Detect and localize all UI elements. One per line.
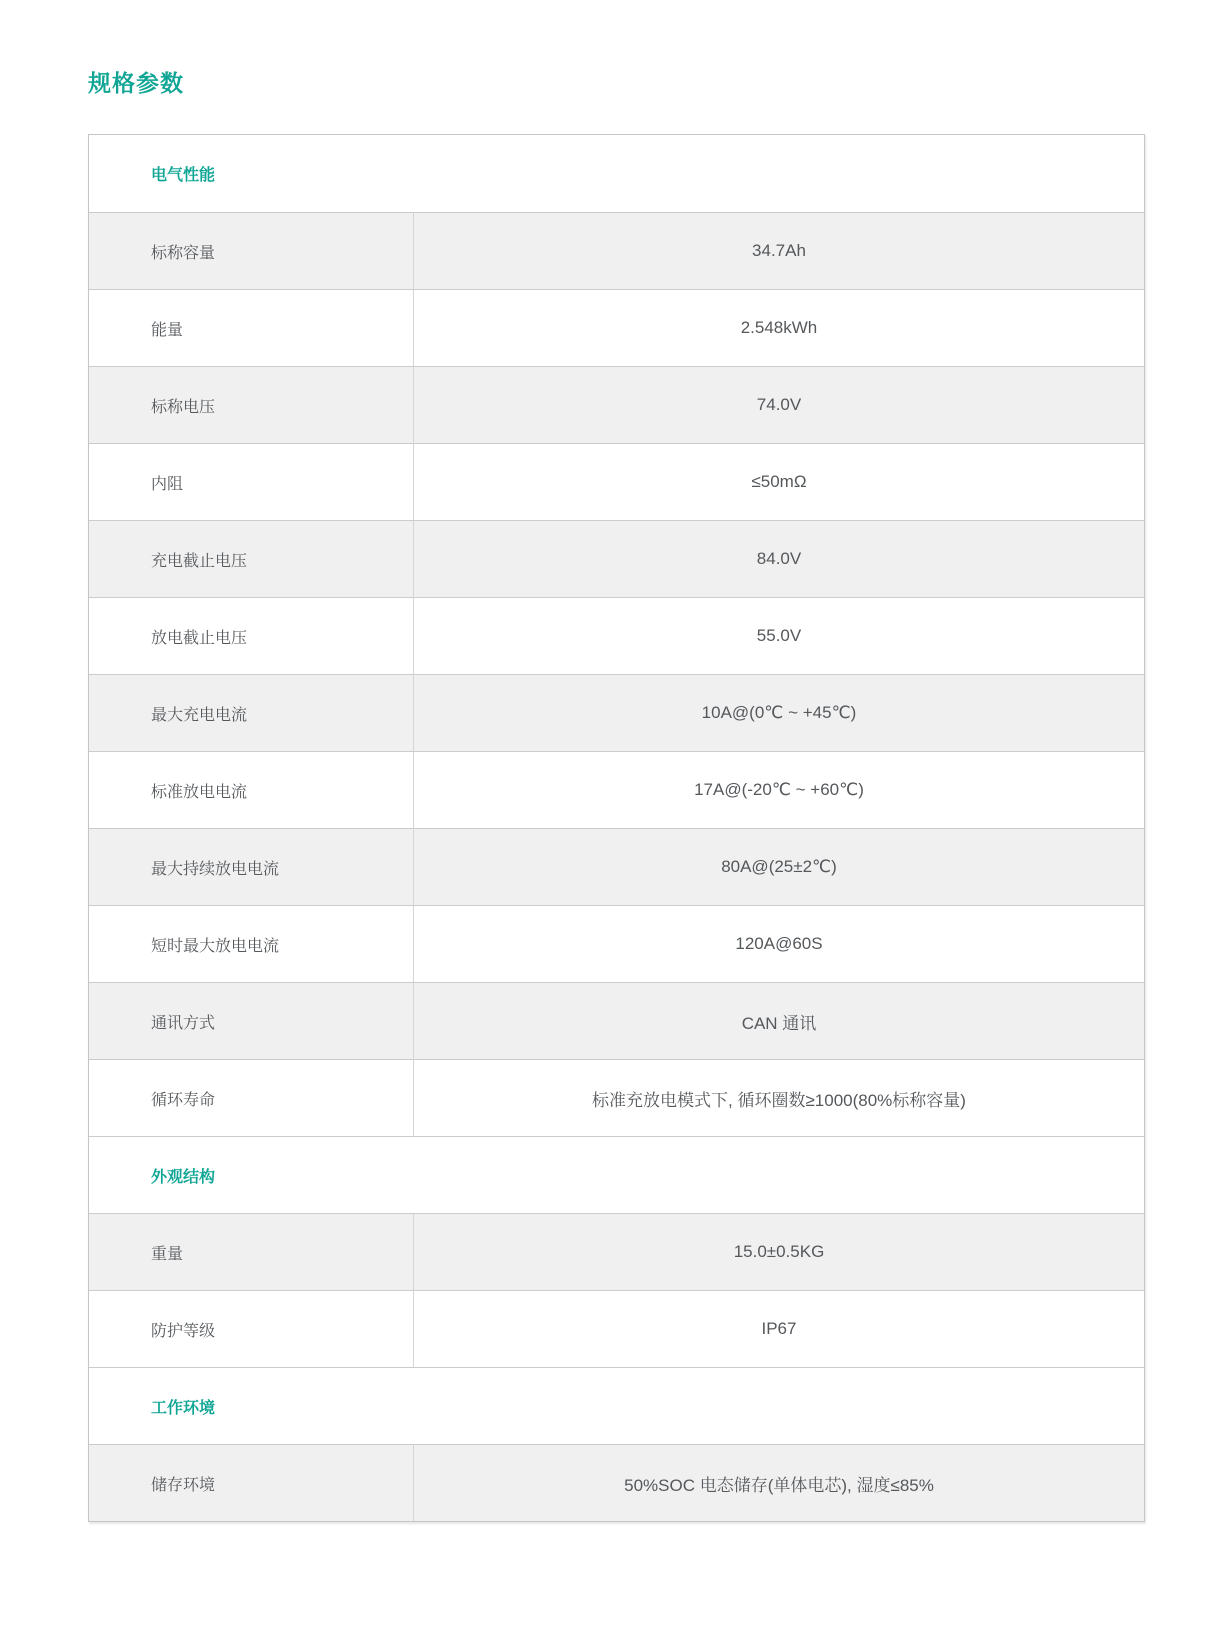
table-row [89,1059,1144,1136]
table-row [89,212,1144,289]
page-title: 规格参数 [88,70,184,96]
spec-value: 15.0±0.5KG [413,1214,1144,1290]
spec-value: IP67 [413,1291,1144,1367]
spec-label: 储存环境 [151,1476,216,1494]
spec-label: 循环寿命 [151,1091,216,1109]
spec-value: 74.0V [413,367,1144,443]
spec-value: 50%SOC 电态储存(单体电芯), 湿度≤85% [413,1445,1144,1521]
spec-value: 10A@(0℃ ~ +45℃) [413,675,1144,751]
section-header: 电气性能 [89,135,1144,212]
spec-label: 能量 [151,321,184,339]
section-header: 外观结构 [89,1136,1144,1213]
table-row [89,905,1144,982]
spec-value: 80A@(25±2℃) [413,829,1144,905]
section-header: 工作环境 [89,1367,1144,1444]
spec-label: 重量 [151,1245,184,1263]
spec-label: 放电截止电压 [151,629,248,647]
spec-value: 标准充放电模式下, 循环圈数≥1000(80%标称容量) [413,1060,1144,1136]
spec-value: 55.0V [413,598,1144,674]
spec-value: CAN 通讯 [413,983,1144,1059]
spec-value: 84.0V [413,521,1144,597]
table-row [89,1444,1144,1521]
spec-label: 内阻 [151,475,184,493]
spec-label: 标准放电电流 [151,783,248,801]
table-row [89,982,1144,1059]
table-row [89,1290,1144,1367]
table-row [89,366,1144,443]
spec-label: 最大持续放电电流 [151,860,280,878]
spec-label: 充电截止电压 [151,552,248,570]
spec-value: 34.7Ah [413,213,1144,289]
spec-value: 17A@(-20℃ ~ +60℃) [413,752,1144,828]
spec-label: 标称电压 [151,398,216,416]
table-row [89,1213,1144,1290]
spec-value: 120A@60S [413,906,1144,982]
table-row [89,443,1144,520]
spec-label: 标称容量 [151,244,216,262]
table-row [89,828,1144,905]
spec-value: ≤50mΩ [413,444,1144,520]
spec-label: 防护等级 [151,1322,216,1340]
spec-table [88,134,1145,1522]
table-row [89,520,1144,597]
table-row [89,289,1144,366]
spec-value: 2.548kWh [413,290,1144,366]
table-row [89,674,1144,751]
spec-label: 通讯方式 [151,1014,216,1032]
spec-label: 短时最大放电电流 [151,937,280,955]
table-row [89,751,1144,828]
table-row [89,597,1144,674]
spec-label: 最大充电电流 [151,706,248,724]
